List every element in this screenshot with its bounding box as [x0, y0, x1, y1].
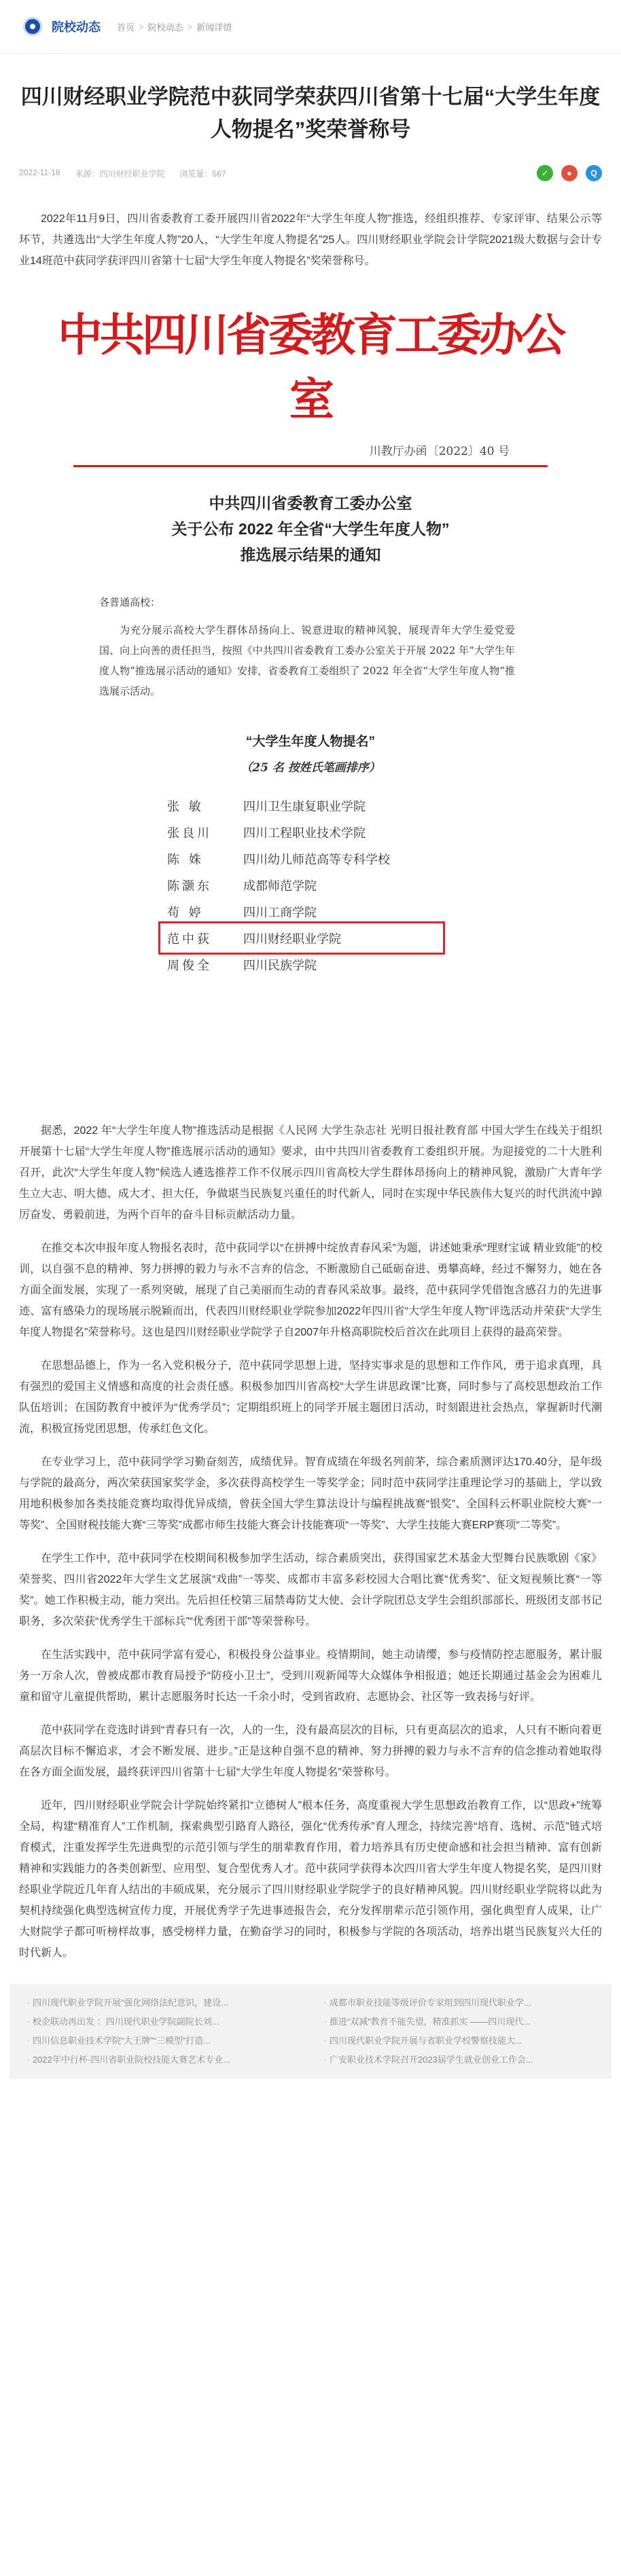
article-meta [19, 165, 602, 188]
publish-date: 2022-11-18 [19, 167, 60, 177]
article-paragraph: 在推交本次申报年度人物报名表时，范中荻同学以“在拼搏中绽放青春风采”为题，讲述她秉承“理财宝诚 精业致能”的校训，以自强不息的精神、努力拼搏的毅力与永不言弃的信念，不断激励自己砥砺奋进、勇攀高峰，经过不懈努力，她在各方面全面发展，实现了一系列突破，展现了自己美丽而生动的青春风采故事。最终，范中荻同学凭借饱含感召力的先进事迹、富有感染力的现场展示脱颖而出，代表四川财经职业学院参加2022年四川省“大学生年度人物”评选活动并荣获“大学生年度人物提名”荣誉称号。这也是四川财经职业学院学子自2007年升格高职院校后首次在此项目上获得的最高荣誉。 [19, 1243, 602, 1338]
breadcrumb-current: 新闻详情 [196, 22, 232, 33]
nominee-row [162, 898, 442, 925]
related-article-link[interactable]: · 成都市职业技能等级评价专家组到四川现代职业学... [324, 1995, 594, 2011]
related-article-link[interactable]: · 四川现代职业学院开展与省职业学校警察技能大... [324, 2033, 594, 2049]
related-article-link[interactable]: · 推进“双减”教育不能失望，精准抓实 ——四川现代... [324, 2014, 594, 2030]
breadcrumb-home[interactable]: 首页 [117, 22, 135, 33]
related-article-link[interactable]: · 四川现代职业学院开展“强化网络法纪意识，建设... [27, 1995, 297, 2011]
nominee-school: 成都师范学院 [243, 879, 317, 894]
document-title-line: 推选展示结果的通知 [240, 546, 381, 564]
document-body: 为充分展示高校大学生群体昂扬向上、锐意进取的精神风貌，展现青年大学生爱党爱国、向上向善的责任担当，按照《中共四川省委教育工委办公室关于开展 2022 年“大学生年度人物”推选展示活动的通知》安排，省委教育工委组织了 2022 年全省“大学生年度人物”推选展示活动。 [99, 624, 515, 697]
nominee-school: 四川工商学院 [243, 905, 317, 920]
article-paragraph: 范中荻同学在竞选时讲到“青春只有一次，人的一生，没有最高层次的目标，只有更高层次的追求，人只有不断向着更高层次目标不懈追求，才会不断发展、进步。”正是这种自强不息的精神、努力拼搏的毅力与永不言弃的信念推动着她取得在各方面全面发展，最终获评四川省第十七届“大学生年度人物提名”荣誉称号。 [19, 1725, 602, 1778]
related-articles [10, 1984, 611, 2079]
nominee-list [162, 792, 569, 978]
weibo-icon[interactable]: ● [561, 165, 578, 181]
document-title [52, 490, 569, 568]
nominee-row [162, 845, 442, 872]
wechat-icon[interactable]: ✓ [537, 165, 553, 181]
related-article-link[interactable]: · 广安职业技术学院召开2023届学生就业创业工作会... [324, 2052, 594, 2068]
nominee-name: 周俊全 [167, 958, 212, 973]
document-title-line: 中共四川省委教育工委办公室 [209, 494, 412, 512]
article-paragraph: 在专业学习上，范中荻同学学习勤奋刻苦，成绩优异。智育成绩在年级名列前茅，综合素质测评达170.40分，是年级与学院的最高分，两次荣获国家奖学金，多次获得高校学生一等奖学金；同时范中荻同学注重理论学习的基础上，学以致用地积极参加各类技能竞赛均取得优异成绩，曾获全国大学生算法设计与编程挑战赛“银奖”、全国科云杯职业院校大赛“一等奖”、全国财税技能大赛“三等奖”成都市师生技能大赛会计技能赛项“一等奖”、大学生技能大赛ERP赛项“二等奖”。 [19, 1456, 602, 1531]
qq-icon[interactable]: Q [586, 165, 602, 181]
breadcrumb-separator-icon: > [187, 21, 193, 32]
breadcrumb-separator-icon: > [139, 21, 144, 32]
related-article-link[interactable]: · 2022年中行杯·四川省职业院校技能大赛艺术专业... [27, 2052, 297, 2068]
nominee-school: 四川财经职业学院 [243, 932, 341, 946]
nominee-school: 四川民族学院 [243, 958, 317, 973]
article-paragraph: 据悉，2022 年“大学生年度人物”推选活动是根据《人民网 大学生杂志社 光明日报社教育部 中国大学生在线关于组织开展第十七届“大学生年度人物”推选展示活动的通知》要求，由中共四川省委教育工委组织开展。为迎接党的二十大胜利召开，此次“大学生年度人物”候选人遴选推荐工作不仅展示四川省高校大学生群体昂扬向上的精神风貌，激励广大青年学生立大志、明大德、成大才、担大任，争做堪当民族复兴重任的时代新人，同时在实现中华民族伟大复兴的时代洪流中踔厉奋发、勇毅前进，为两个百年的奋斗目标贡献活动力量。 [19, 1125, 602, 1221]
article-paragraph: 在生活实践中，范中荻同学富有爱心，积极投身公益事业。疫情期间，她主动请缨，参与疫情防控志愿服务，累计服务一万余人次，曾被成都市教育局授予“防疫小卫士”，受到川观新闻等大众媒体争相报道；她还长期通过基金会为困难儿童和留守儿童提供帮助，累计志愿服务时长达一千余小时，受到省政府、志愿协会、社区等一致表扬与好评。 [19, 1649, 602, 1703]
nominee-name: 苟 婷 [167, 905, 204, 920]
view-count: 浏览量：567 [179, 168, 226, 179]
document-red-rule [73, 465, 548, 467]
document-title-line: 关于公布 2022 年全省“大学生年度人物” [171, 520, 450, 538]
award-note: （25 名 按姓氏笔画排序） [241, 761, 380, 775]
nominee-school: 四川幼儿师范高等专科学校 [243, 852, 390, 867]
nominee-row [162, 819, 442, 845]
official-document-image [52, 299, 569, 1100]
nominee-name: 范中荻 [167, 932, 212, 946]
nominee-name: 陈灏东 [167, 879, 212, 894]
breadcrumb [117, 20, 232, 33]
document-header: 中共四川省委教育工委办公室 [58, 308, 563, 426]
document-number: 川教厅办函〔2022〕40 号 [369, 445, 510, 458]
nominee-name: 陈 姝 [167, 852, 204, 867]
section-title: 院校动态 [52, 20, 101, 34]
article-title: 四川财经职业学院范中荻同学荣获四川省第十七届“大学生年度人物提名”奖荣誉称号 [20, 85, 601, 141]
article-paragraph: 近年，四川财经职业学院会计学院始终紧扣“立德树人”根本任务，高度重视大学生思想政治教育工作，以“思政+”统筹全局，构建“精准育人”工作机制，探索典型引路育人路径，强化“优秀传承”育人理念，持续完善“培育、选树、示范”链式培育模式，注重发挥学生先进典型的示范引领与学生的朋辈教育作用，着力培养具有历史使命感和社会担当精神、富有创新精神和实践能力的各类创新型、应用型、复合型优秀人才。范中荻同学获得本次四川省大学生年度人物提名奖，是四川财经职业学院近几年育人结出的丰硕成果，充分展示了四川财经职业学院学子的良好精神风貌。四川财经职业学院将以此为契机持续强化典型选树宣传力度，开展优秀学子先进事迹报告会，充分发挥朋辈示范引领作用，强化典型育人成果，让广大财院学子都可听榜样故事，感受榜样力量，在勤奋学习的同时，积极参与学院的各项活动，培养出堪当民族复兴大任的时代新人。 [19, 1800, 602, 1959]
nominee-row [162, 951, 442, 978]
nominee-row [162, 872, 442, 898]
article-paragraph: 在思想品德上，作为一名入党积极分子，范中荻同学思想上进，坚持实事求是的思想和工作作风，勇于追求真理，具有强烈的爱国主义情感和高度的社会责任感。积极参加四川省高校“大学生讲思政课”比赛，同时参与了高校思想政治工作队伍培训；在国防教育中被评为“优秀学员”；定期组织班上的同学开展主题团日活动，时刻跟进社会热点，掌握新时代潮流，积极宣扬党团思想，传承红色文化。 [19, 1360, 602, 1435]
related-article-link[interactable]: · 四川信息职业技术学院“大王牌”“三模型”打造... [27, 2033, 297, 2049]
article-paragraph: 在学生工作中，范中荻同学在校期间积极参加学生活动，综合素质突出，获得国家艺术基金大型舞台民族歌剧《家》荣誉奖、四川省2022年大学生文艺展演“戏曲”一等奖、成都市丰富多彩校园大合唱比赛“优秀奖”、征文短视频比赛“一等奖”。她工作积极主动，能力突出。先后担任校第三届禁毒防艾大使、会计学院团总支学生会组织部部长、班级团支部书记职务，多次荣获“优秀学生干部标兵”“优秀团干部”等荣誉称号。 [19, 1553, 602, 1627]
highlighted-nominee-row [162, 925, 442, 951]
nominee-row [162, 792, 442, 819]
award-title: “大学生年度人物提名” [245, 735, 375, 749]
nominee-school: 四川卫生康复职业学院 [243, 799, 366, 814]
document-greeting: 各普通高校： [99, 596, 161, 608]
nominee-school: 四川工程职业技术学院 [243, 826, 366, 841]
related-article-link[interactable]: · 校企联动再出发 ：四川现代职业学院副院长刘... [27, 2014, 297, 2030]
share-bar [537, 165, 602, 181]
article-body [0, 1120, 621, 1964]
intro-paragraph: 2022年11月9日，四川省委教育工委开展四川省2022年“大学生年度人物”推选，经组织推荐、专家评审、结果公示等环节，共遴选出“大学生年度人物”20人，“大学生年度人物提名”25人。四川财经职业学院会计学院2021级大数据与会计专业14班范中荻同学获评四川省第十七届“大学生年度人物提名”奖荣誉称号。 [19, 213, 602, 267]
breadcrumb-section[interactable]: 院校动态 [147, 22, 183, 33]
top-bar [0, 0, 621, 54]
article-source: 来源：四川财经职业学院 [75, 168, 165, 179]
school-logo-icon [23, 17, 42, 36]
nominee-name: 张良川 [167, 826, 212, 841]
nominee-name: 张 敏 [167, 799, 204, 814]
